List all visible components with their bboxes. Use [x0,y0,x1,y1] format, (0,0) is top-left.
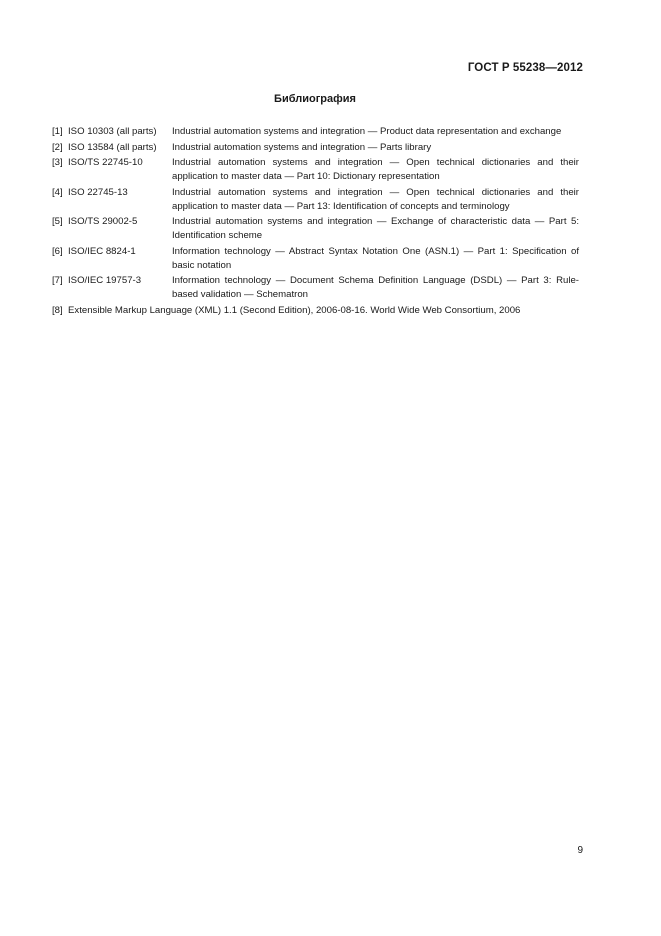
entry-text: Information technology — Document Schema Definition Language (DSDL) — Part 3: Rule-based validation — Schematron [172,275,579,300]
entry-number: [5] [52,216,63,227]
bibliography-entry [52,125,579,139]
entry-text: Industrial automation systems and integration — Product data representation and exchange [172,126,562,137]
page-number: 9 [577,845,583,856]
bibliography-entry [52,156,579,184]
entry-text: Industrial automation systems and integration — Open technical dictionaries and their application to master data — Part 13: Identification of concepts and terminology [172,186,579,212]
bibliography-list [52,125,579,319]
entry-number: [8] [52,304,63,316]
entry-code: ISO/TS 29002-5 [68,216,138,227]
entry-number: [4] [52,186,63,198]
entry-code: ISO/IEC 19757-3 [68,275,142,286]
entry-number: [7] [52,275,63,286]
entry-text: Information technology — Abstract Syntax Notation One (ASN.1) — Part 1: Specification of basic notation [172,245,579,271]
entry-code: ISO 22745-13 [68,186,128,198]
page-title: Библиография [274,93,356,105]
bibliography-entry [52,274,579,302]
entry-number: [3] [52,157,63,168]
entry-code: ISO/TS 22745-10 [68,157,143,168]
entry-number: [6] [52,245,63,257]
entry-text: Extensible Markup Language (XML) 1.1 (Second Edition), 2006-08-16. World Wide Web Consortium, 2006 [68,304,521,316]
entry-code: ISO/IEC 8824-1 [68,245,136,257]
entry-text: Industrial automation systems and integration — Exchange of characteristic data — Part 5: Identification scheme [172,216,579,241]
bibliography-entry [52,304,579,318]
entry-code: ISO 10303 (all parts) [68,126,157,137]
entry-text: Industrial automation systems and integration — Open technical dictionaries and their application to master data — Part 10: Dictionary representation [172,157,579,182]
document-code: ГОСТ Р 55238—2012 [467,62,583,74]
entry-number: [2] [52,141,63,153]
entry-number: [1] [52,126,63,137]
bibliography-entry [52,186,579,214]
entry-code: ISO 13584 (all parts) [68,141,157,153]
entry-text: Industrial automation systems and integration — Parts library [172,141,432,153]
bibliography-entry [52,141,579,155]
bibliography-entry [52,215,579,243]
bibliography-entry [52,245,579,273]
